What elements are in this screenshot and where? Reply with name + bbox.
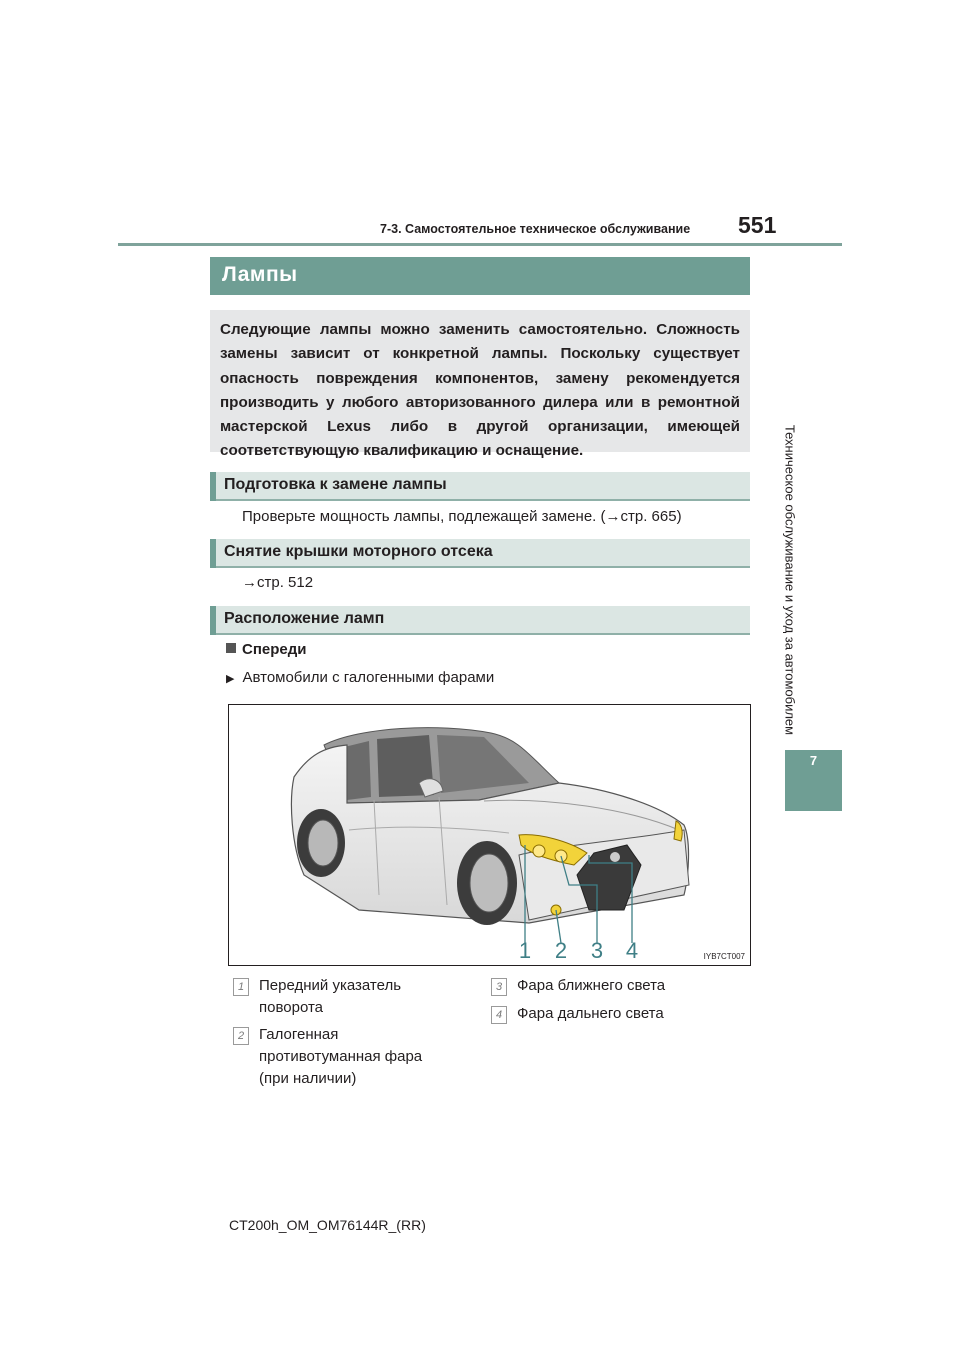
legend-item-3 bbox=[491, 975, 741, 997]
bullet-halogen bbox=[226, 669, 494, 686]
legend-text-4: Фара дальнего света bbox=[517, 1005, 664, 1022]
prep-body: Проверьте мощность лампы, подлежащей замене. (→стр. 665) bbox=[242, 508, 682, 525]
cover-body: →стр. 512 bbox=[242, 574, 314, 591]
page-title: Лампы bbox=[222, 263, 298, 286]
callout-4: 4 bbox=[625, 938, 639, 963]
legend-text-3: Фара ближнего света bbox=[517, 977, 666, 994]
car-lamp-figure bbox=[228, 704, 751, 966]
callout-2: 2 bbox=[554, 938, 568, 963]
section-heading-prep bbox=[210, 472, 750, 501]
section-heading-cover-text: Снятие крышки моторного отсека bbox=[224, 543, 493, 560]
legend-number-3: 3 bbox=[491, 978, 507, 996]
section-heading-cover bbox=[210, 539, 750, 568]
figure-code: IYB7CT007 bbox=[703, 952, 745, 961]
legend-item-1 bbox=[233, 975, 463, 1019]
legend-number-4: 4 bbox=[491, 1006, 507, 1024]
chapter-number: 7 bbox=[809, 753, 818, 768]
section-heading-location bbox=[210, 606, 750, 635]
callout-1: 1 bbox=[518, 938, 532, 963]
section-heading-prep-text: Подготовка к замене лампы bbox=[224, 476, 447, 493]
car-illustration bbox=[229, 705, 750, 965]
legend-text-2: Галогенная противотуманная фара (при наличии) bbox=[259, 1026, 423, 1087]
square-bullet-icon bbox=[226, 643, 236, 653]
page-number: 551 bbox=[738, 212, 777, 238]
legend-number-2: 2 bbox=[233, 1027, 249, 1045]
subsection-front bbox=[226, 641, 306, 658]
triangle-bullet-icon: ▶ bbox=[226, 673, 235, 685]
callout-3: 3 bbox=[590, 938, 604, 963]
legend-number-1: 1 bbox=[233, 978, 249, 996]
header-rule bbox=[118, 243, 842, 246]
legend-item-4 bbox=[491, 1003, 741, 1025]
section-header: 7-3. Самостоятельное техническое обслуживание bbox=[380, 222, 691, 236]
subsection-front-text: Спереди bbox=[242, 641, 307, 658]
side-tab-label bbox=[770, 400, 810, 760]
legend-item-2 bbox=[233, 1024, 463, 1090]
bullet-halogen-text: Автомобили с галогенными фарами bbox=[242, 669, 495, 686]
intro-text: Следующие лампы можно заменить самостоятельно. Сложность замены зависит от конкретной лампы. Поскольку существует опасность повреждения компонентов, замену рекомендуется производить у любого авторизованного дилера или в ремонтной мастерской Lexus либо в другой организации, имеющей соответствующую квалификацию и оснащение. bbox=[220, 321, 740, 460]
legend-text-1: Передний указатель поворота bbox=[259, 977, 402, 1016]
side-tab-text: Техническое обслуживание и уход за автомобилем bbox=[782, 424, 798, 736]
document-code: CT200h_OM_OM76144R_(RR) bbox=[229, 1217, 426, 1233]
section-heading-location-text: Расположение ламп bbox=[224, 610, 385, 627]
